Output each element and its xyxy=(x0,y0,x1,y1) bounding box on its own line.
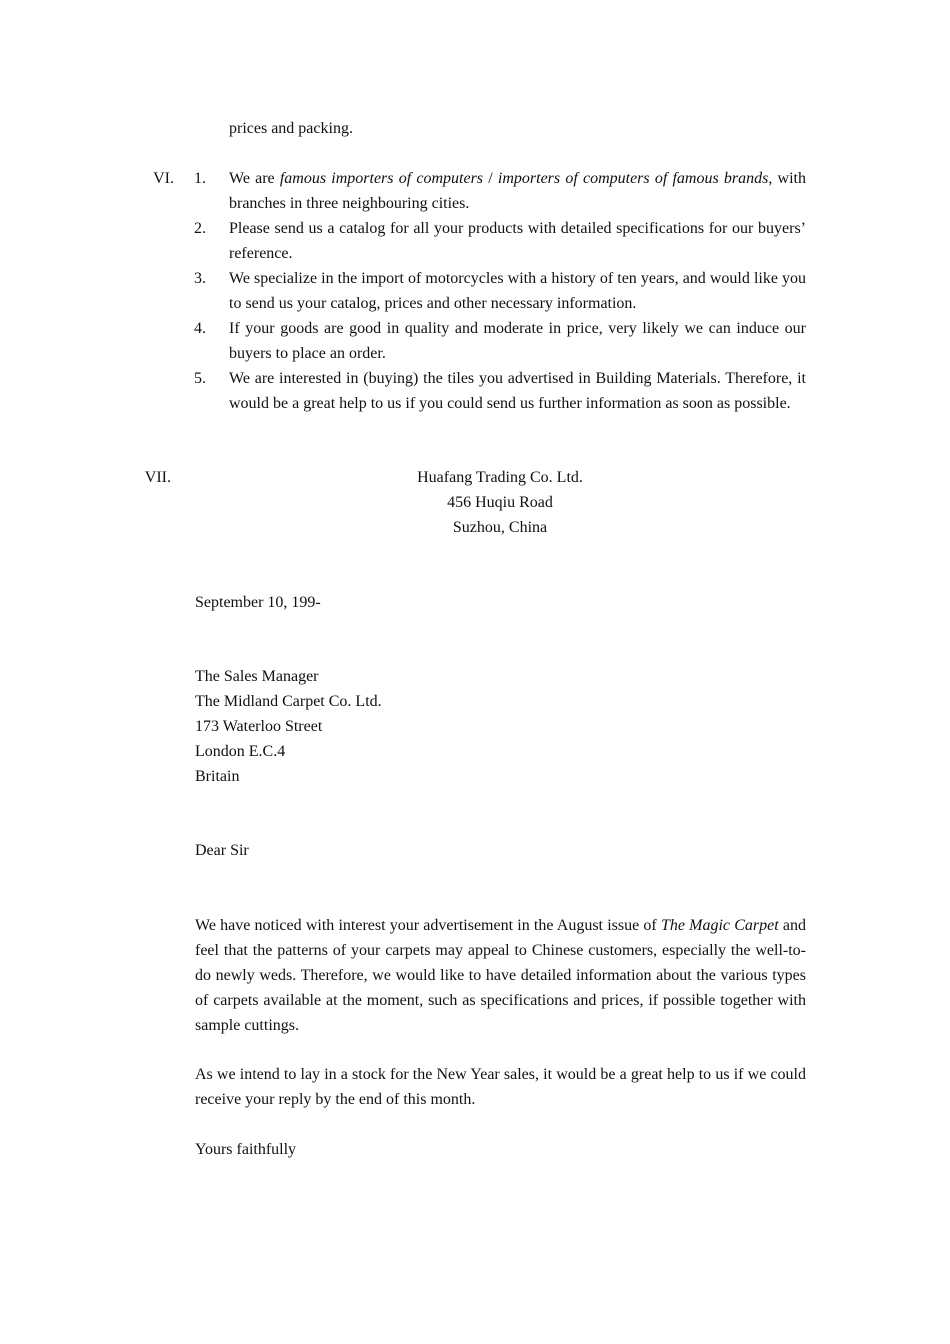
closing: Yours faithfully xyxy=(195,1141,297,1158)
body-text-fragment: We have noticed with interest your advertisement in the August issue of xyxy=(195,917,661,934)
item-text-fragment: , with branches in three neighbouring cities. xyxy=(229,170,807,212)
letter-date: September 10, 199- xyxy=(195,594,321,611)
recipient-country: Britain xyxy=(195,768,240,785)
item-text xyxy=(229,166,806,216)
salutation: Dear Sir xyxy=(195,842,249,859)
sender-company: Huafang Trading Co. Ltd. xyxy=(417,469,583,486)
item-text-fragment: We are xyxy=(229,170,280,187)
magazine-title: The Magic Carpet xyxy=(660,917,779,934)
item-text: We specialize in the import of motorcycles with a history of ten years, and would like you to send us your catalog, prices and other necessary information. xyxy=(229,270,806,312)
recipient-title: The Sales Manager xyxy=(195,668,319,685)
section-vi-numeral: VI. xyxy=(153,170,174,187)
sender-city: Suzhou, China xyxy=(452,519,548,536)
body-paragraph: As we intend to lay in a stock for the New Year sales, it would be a great help to us if we could receive your reply by the end of this month. xyxy=(195,1066,806,1108)
item-number: 4. xyxy=(194,320,206,337)
item-number: 3. xyxy=(194,270,206,287)
sender-street: 456 Huqiu Road xyxy=(447,494,553,511)
recipient-street: 173 Waterloo Street xyxy=(195,718,323,735)
item-number: 1. xyxy=(194,170,206,187)
italic-phrase: famous importers of computers xyxy=(279,170,484,187)
recipient-city: London E.C.4 xyxy=(195,743,286,760)
continuation-text: prices and packing. xyxy=(229,120,353,137)
item-text-fragment: / xyxy=(483,170,498,187)
recipient-company: The Midland Carpet Co. Ltd. xyxy=(195,693,382,710)
item-number: 2. xyxy=(194,220,206,237)
body-text-fragment: and feel that the patterns of your carpets may appeal to Chinese customers, especially the well-to-do newly weds. Therefore, we would like to have detailed information about the various types of carpets available at the moment, such as specifications and prices, if possible together with sample cuttings. xyxy=(195,917,806,1034)
italic-phrase: importers of computers of famous brands xyxy=(497,170,769,187)
item-text: We are interested in (buying) the tiles you advertised in Building Materials. Therefore, it would be a great help to us if you could send us further information as soon as possible. xyxy=(229,370,806,412)
item-text: If your goods are good in quality and moderate in price, very likely we can induce our buyers to place an order. xyxy=(229,320,806,362)
item-text: Please send us a catalog for all your products with detailed specifications for our buyers’ reference. xyxy=(229,220,806,262)
body-paragraph xyxy=(195,913,806,1038)
section-vii-numeral: VII. xyxy=(144,469,171,486)
item-number: 5. xyxy=(194,370,206,387)
